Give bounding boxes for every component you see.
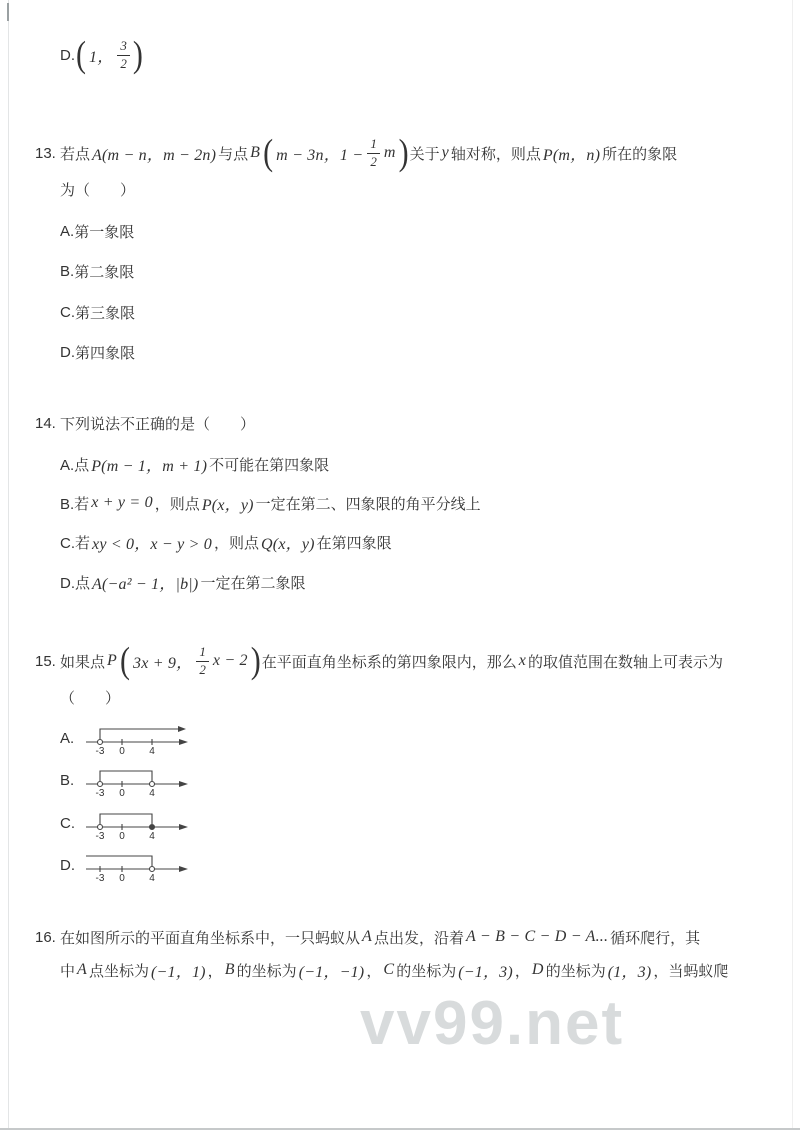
axis-arrow xyxy=(179,781,188,787)
text-run: 的坐标为 xyxy=(396,962,457,980)
tick-label-0: 0 xyxy=(119,746,125,756)
solution-segment xyxy=(100,771,152,781)
big-paren-close: ) xyxy=(398,131,409,173)
axis-arrow xyxy=(179,739,188,745)
text-run: （ ） xyxy=(60,689,121,707)
q13-option-d xyxy=(60,341,135,363)
solution-ray xyxy=(86,856,152,866)
q14-option-a xyxy=(60,453,329,475)
q14-option-b xyxy=(60,492,481,514)
text-run: 在如图所示的平面直角坐标系中，一只蚂蚁从 xyxy=(60,929,361,947)
tick-label-0: 0 xyxy=(119,831,125,841)
fraction-denominator: 2 xyxy=(120,55,127,71)
math-run: x xyxy=(518,652,527,669)
question-16-stem-line1 xyxy=(35,926,700,948)
math-run: P(x，y) xyxy=(201,496,254,514)
number-line-figure-d xyxy=(82,847,197,883)
option-label: D. xyxy=(60,46,75,64)
tick-label-4: 4 xyxy=(149,873,155,883)
math-run: A xyxy=(77,961,87,978)
text-run: 的取值范围在数轴上可表示为 xyxy=(528,653,724,671)
scan-edge-bottom xyxy=(0,1128,800,1130)
text-run: ，当蚂蚁爬 xyxy=(653,962,729,980)
option-label: D.点 xyxy=(60,574,91,592)
q13-option-c xyxy=(60,301,135,323)
option-text: 第三象限 xyxy=(75,304,136,322)
open-endpoint-4 xyxy=(150,782,155,787)
math-run: (−1，1) xyxy=(151,963,206,981)
watermark: vv99.net xyxy=(360,989,625,1058)
text-run: 循环爬行，其 xyxy=(610,929,701,947)
big-paren-open: ( xyxy=(76,33,86,75)
text-run: 不可能在第四象限 xyxy=(209,456,330,474)
math-run: P(m，n) xyxy=(542,146,601,164)
number-line-figure-b xyxy=(82,762,197,798)
number-line-figure-c xyxy=(82,805,197,841)
math-run: 3x + 9， xyxy=(133,654,193,672)
fraction xyxy=(367,136,380,170)
big-paren-close: ) xyxy=(132,33,143,75)
open-endpoint-4 xyxy=(150,867,155,872)
text-run: 关于 xyxy=(409,145,440,163)
question-number: 14. xyxy=(35,414,56,432)
fraction-numerator: 1 xyxy=(367,136,380,153)
q14-option-c xyxy=(60,531,392,553)
math-run: B xyxy=(224,961,235,978)
option-label: B. xyxy=(60,771,75,789)
open-endpoint-neg3 xyxy=(98,740,103,745)
text-run: ，则点 xyxy=(214,534,260,552)
prev-question-option-d xyxy=(60,30,144,80)
option-label: B. xyxy=(60,262,75,280)
text-run: ， xyxy=(207,962,223,980)
question-15-stem-line1 xyxy=(35,636,723,686)
option-label: C.若 xyxy=(60,534,91,552)
closed-endpoint-4 xyxy=(150,825,155,830)
q13-option-a xyxy=(60,220,134,242)
q15-option-d xyxy=(60,847,197,883)
fraction-denominator: 2 xyxy=(199,661,206,677)
text-run: 所在的象限 xyxy=(602,145,678,163)
text-run: 在平面直角坐标系的第四象限内，那么 xyxy=(261,653,517,671)
tick-label-neg3: -3 xyxy=(95,873,105,883)
axis-arrow xyxy=(179,824,188,830)
text-run: ， xyxy=(366,962,382,980)
tick-label-0: 0 xyxy=(119,788,125,798)
math-run: 1， xyxy=(89,48,114,66)
question-15-stem-line2 xyxy=(60,686,120,708)
text-run: 为（ ） xyxy=(60,181,136,199)
fraction xyxy=(117,38,130,72)
axis-arrow xyxy=(179,866,188,872)
fraction-numerator: 1 xyxy=(196,644,209,661)
scan-edge-left xyxy=(8,0,9,1129)
math-run: (1，3) xyxy=(607,963,652,981)
option-label: D. xyxy=(60,856,75,874)
question-13-stem-line1 xyxy=(35,128,677,178)
text-run: ，则点 xyxy=(154,495,200,513)
text-run: 点出发，沿着 xyxy=(374,929,465,947)
math-run: (−1，−1) xyxy=(298,963,365,981)
math-run: D xyxy=(531,961,544,978)
fraction-denominator: 2 xyxy=(370,153,377,169)
tick-label-4: 4 xyxy=(149,746,155,756)
fraction-numerator: 3 xyxy=(117,38,130,55)
open-endpoint-neg3 xyxy=(98,825,103,830)
tick-label-4: 4 xyxy=(149,788,155,798)
math-run: m − 3n，1 − xyxy=(276,146,364,164)
question-13-stem-line2 xyxy=(60,178,135,200)
open-endpoint-neg3 xyxy=(98,782,103,787)
option-label: A. xyxy=(60,222,75,240)
text-run: 下列说法不正确的是（ ） xyxy=(60,415,256,433)
option-label: C. xyxy=(60,814,75,832)
solution-ray xyxy=(100,729,178,739)
option-label: A.点 xyxy=(60,456,90,474)
q15-option-a xyxy=(60,720,197,756)
big-paren-close: ) xyxy=(250,639,261,681)
question-16-stem-line2 xyxy=(60,959,728,981)
scan-edge-right xyxy=(792,0,793,1129)
math-run: P(m − 1，m + 1) xyxy=(91,457,208,475)
math-run: P xyxy=(107,652,117,669)
text-run: 轴对称，则点 xyxy=(450,145,541,163)
option-label: B.若 xyxy=(60,495,90,513)
tick-label-neg3: -3 xyxy=(95,831,105,841)
text-run: 中 xyxy=(60,962,76,980)
text-run: 在第四象限 xyxy=(316,534,392,552)
text-run: 一定在第二、四象限的角平分线上 xyxy=(255,495,481,513)
text-run: 若点 xyxy=(60,145,91,163)
text-run: 一定在第二象限 xyxy=(200,574,306,592)
big-paren-open: ( xyxy=(263,131,274,173)
number-line-figure-a xyxy=(82,720,197,756)
solution-arrow xyxy=(178,726,186,732)
text-run: 与点 xyxy=(218,145,249,163)
math-run: A xyxy=(362,928,372,945)
question-number: 15. xyxy=(35,652,56,670)
math-run: (−1，3) xyxy=(458,963,513,981)
math-run: x − 2 xyxy=(212,652,248,669)
math-run: A(−a² − 1，|b|) xyxy=(92,575,199,593)
math-run: A(m − n，m − 2n) xyxy=(92,146,217,164)
tick-label-neg3: -3 xyxy=(95,788,105,798)
fraction xyxy=(196,644,209,678)
q15-option-b xyxy=(60,762,197,798)
option-label: D. xyxy=(60,343,75,361)
question-number: 16. xyxy=(35,928,56,946)
solution-segment xyxy=(100,814,152,824)
question-number: 13. xyxy=(35,144,56,162)
math-run: y xyxy=(441,144,449,161)
text-run: ， xyxy=(514,962,530,980)
math-run: xy < 0，x − y > 0 xyxy=(92,535,213,553)
scan-corner-mark xyxy=(7,3,9,21)
option-text: 第二象限 xyxy=(74,263,135,281)
text-run: 如果点 xyxy=(60,653,106,671)
math-run: A − B − C − D − A... xyxy=(466,928,609,945)
tick-label-4: 4 xyxy=(149,831,155,841)
option-label: C. xyxy=(60,303,75,321)
q14-option-d xyxy=(60,571,305,593)
tick-label-0: 0 xyxy=(119,873,125,883)
option-text: 第四象限 xyxy=(75,344,136,362)
math-run: Q(x，y) xyxy=(261,535,315,553)
text-run: 的坐标为 xyxy=(236,962,297,980)
option-label: A. xyxy=(60,729,75,747)
option-text: 第一象限 xyxy=(74,223,135,241)
math-run: C xyxy=(383,961,395,978)
math-run: x + y = 0 xyxy=(91,494,153,511)
text-run: 的坐标为 xyxy=(545,962,606,980)
q13-option-b xyxy=(60,260,134,282)
math-run: B xyxy=(250,144,261,161)
text-run: 点坐标为 xyxy=(89,962,150,980)
math-run: m xyxy=(383,144,396,161)
tick-label-neg3: -3 xyxy=(95,746,105,756)
question-14-stem xyxy=(35,412,255,434)
q15-option-c xyxy=(60,805,197,841)
big-paren-open: ( xyxy=(120,639,130,681)
